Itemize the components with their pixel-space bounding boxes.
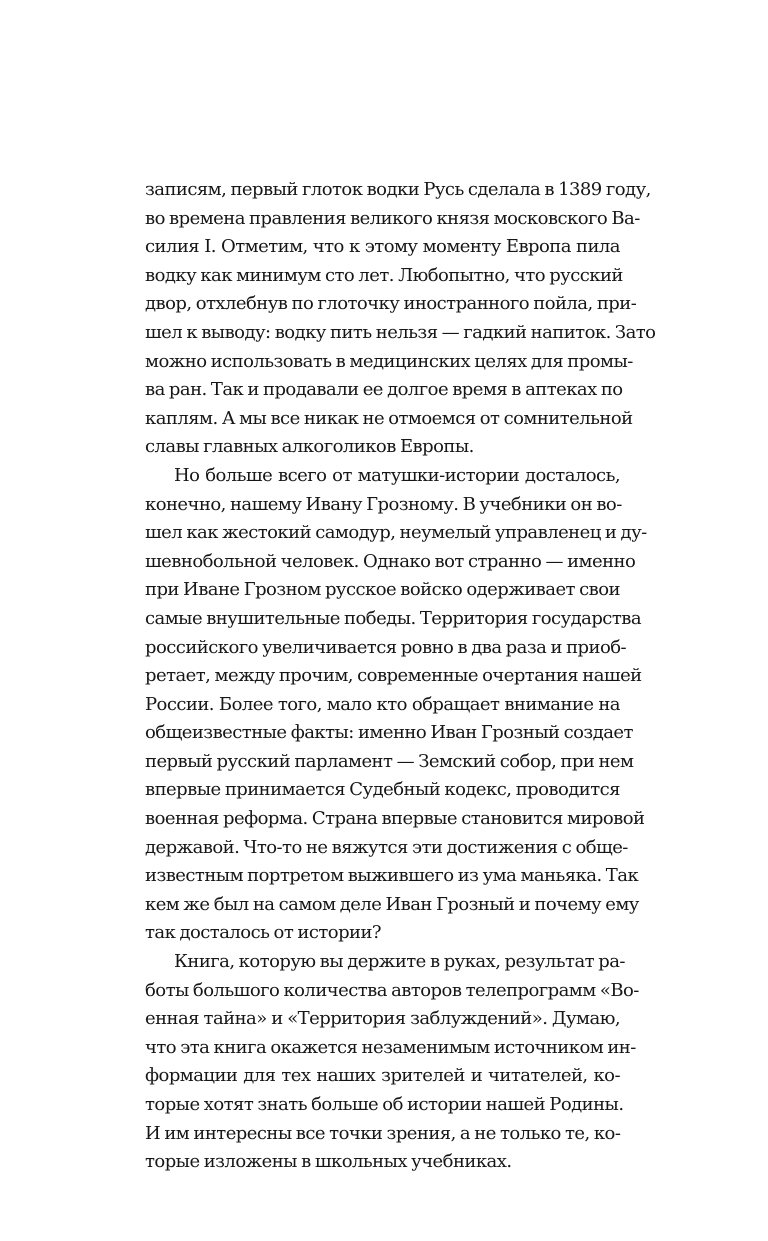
text-line: силия I. Отметим, что к этому моменту Европа пила xyxy=(145,236,620,258)
text-line: боты большого количества авторов телепрограмм «Во- xyxy=(145,979,639,1001)
text-line: можно использовать в медицинских целях для промы- xyxy=(145,350,633,372)
text-line: первый русский парламент — Земский собор, при нем xyxy=(145,750,634,772)
text-line: известным портретом выжившего из ума маньяка. Так xyxy=(145,865,639,887)
text-line: военная реформа. Страна впервые становится мировой xyxy=(145,808,645,830)
text-line: енная тайна» и «Территория заблуждений». Думаю, xyxy=(145,1008,620,1030)
text-line: торые хотят знать больше об истории нашей Родины. xyxy=(145,1094,624,1115)
text-line: Но больше всего от матушки-истории досталось, xyxy=(174,464,620,486)
text-line: при Иване Грозном русское войско одерживает свои xyxy=(145,579,620,601)
text-line: ретает, между прочим, современные очертания нашей xyxy=(145,665,642,687)
text-line: двор, отхлебнув по глоточку иностранного пойла, при- xyxy=(145,293,637,315)
text-line: И им интересны все точки зрения, а не только те, ко- xyxy=(145,1122,621,1144)
text-line: так досталось от истории? xyxy=(145,922,382,944)
text-line: формации для тех наших зрителей и читателей, ко- xyxy=(145,1065,620,1087)
text-line: шел как жестокий самодур, неумелый управленец и ду- xyxy=(145,522,647,544)
text-line: шел к выводу: водку пить нельзя — гадкий напиток. Зато xyxy=(145,321,656,343)
text-line: каплям. А мы все никак не отмоемся от сомнительной xyxy=(145,407,633,429)
text-line: ва ран. Так и продавали ее долгое время в аптеках по xyxy=(145,379,623,401)
text-line: впервые принимается Судебный кодекс, проводится xyxy=(145,779,620,801)
text-line: записям, первый глоток водки Русь сделала в 1389 году, xyxy=(145,179,651,200)
text-line: что эта книга окажется незаменимым источником ин- xyxy=(145,1036,636,1058)
text-line: конечно, нашему Ивану Грозному. В учебники он во- xyxy=(145,493,622,515)
body-text xyxy=(145,176,656,1177)
text-line: во времена правления великого князя московского Ва- xyxy=(145,207,640,229)
text-line: российского увеличивается ровно в два раза и приоб- xyxy=(145,636,627,658)
text-line: шевнобольной человек. Однако вот странно — именно xyxy=(145,550,636,572)
text-line: водку как минимум сто лет. Любопытно, что русский xyxy=(145,264,623,286)
text-line: общеизвестные факты: именно Иван Грозный создает xyxy=(145,722,633,744)
text-line: России. Более того, мало кто обращает внимание на xyxy=(145,693,620,715)
text-line: самые внушительные победы. Территория государства xyxy=(145,607,642,629)
text-line: державой. Что-то не вяжутся эти достижения с обще- xyxy=(145,836,628,858)
text-line: торые изложены в школьных учебниках. xyxy=(145,1151,512,1173)
text-line: кем же был на самом деле Иван Грозный и почему ему xyxy=(145,893,639,915)
text-line: славы главных алкоголиков Европы. xyxy=(145,436,474,458)
text-line: Книга, которую вы держите в руках, результат ра- xyxy=(174,951,625,973)
